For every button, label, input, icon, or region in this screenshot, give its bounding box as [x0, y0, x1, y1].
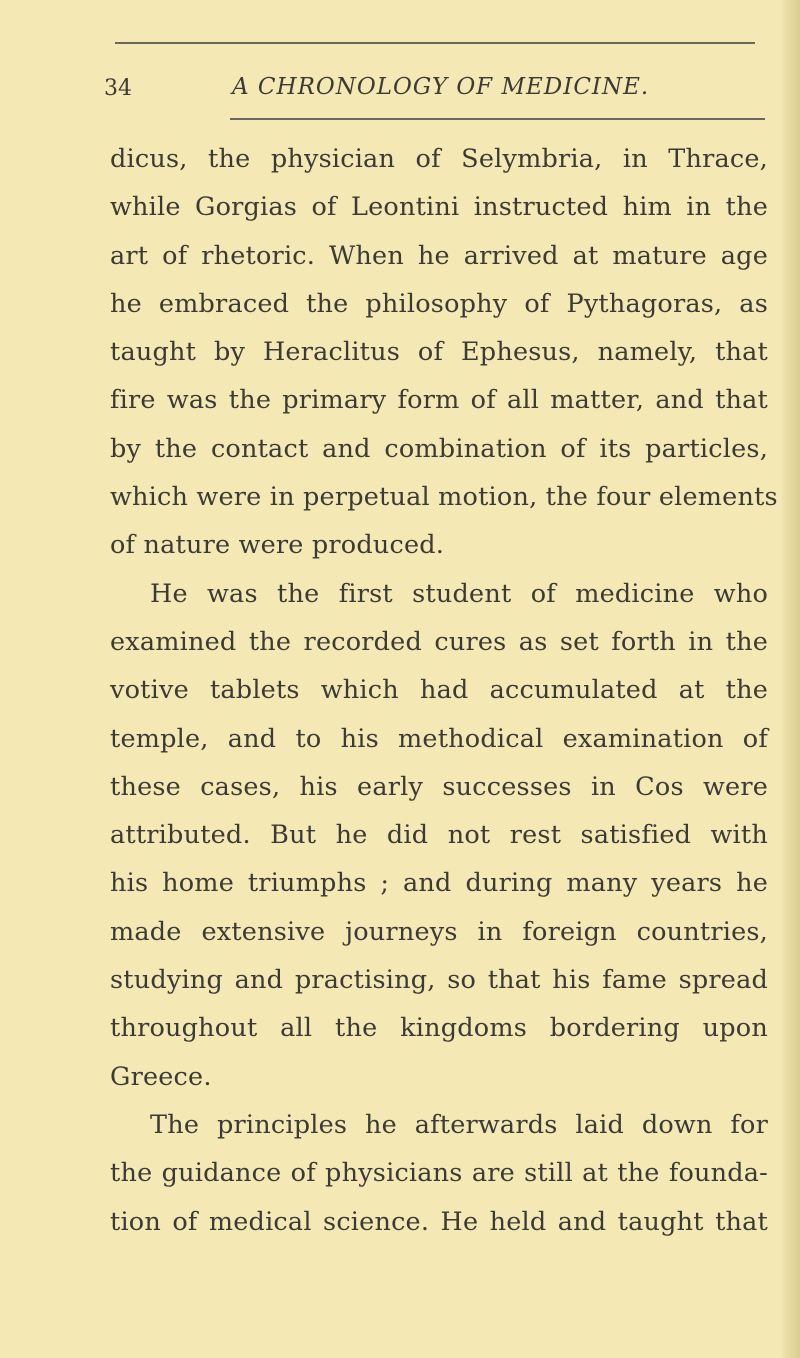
text-line: these cases, his early successes in Cos were	[110, 771, 768, 802]
text-line: the guidance of physicians are still at the founda-	[110, 1158, 768, 1189]
page-header	[104, 74, 664, 110]
header-rule-top	[115, 42, 755, 44]
text-line: art of rhetoric. When he arrived at mature age	[110, 240, 768, 271]
text-line: made extensive journeys in foreign countries,	[110, 916, 768, 947]
page-edge-shadow	[782, 0, 800, 1358]
text-line: temple, and to his methodical examination of	[110, 723, 768, 754]
text-line: by the contact and combination of its particles,	[110, 433, 768, 464]
text-line: fire was the primary form of all matter, and that	[110, 385, 768, 416]
text-line: The principles he afterwards laid down for	[150, 1109, 768, 1140]
text-line: Greece.	[110, 1061, 212, 1092]
text-line: studying and practising, so that his fame spread	[110, 965, 768, 996]
text-line: throughout all the kingdoms bordering upon	[110, 1013, 768, 1044]
text-line: his home triumphs ; and during many years he	[110, 868, 768, 899]
text-line: attributed. But he did not rest satisfied with	[110, 820, 768, 851]
text-line: while Gorgias of Leontini instructed him in the	[110, 192, 768, 223]
text-line: examined the recorded cures as set forth in the	[110, 626, 768, 657]
text-line: He was the first student of medicine who	[150, 578, 768, 609]
text-line: votive tablets which had accumulated at the	[110, 675, 768, 706]
text-line: of nature were produced.	[110, 530, 445, 561]
running-title: A CHRONOLOGY OF MEDICINE.	[232, 74, 650, 100]
text-line: which were in perpetual motion, the four elements	[110, 482, 778, 513]
text-line: he embraced the philosophy of Pythagoras, as	[110, 288, 768, 319]
text-line: tion of medical science. He held and taught that	[110, 1206, 768, 1237]
body-text	[110, 135, 778, 1246]
header-rule-bottom	[230, 118, 765, 120]
text-line: dicus, the physician of Selymbria, in Thrace,	[110, 144, 768, 174]
page-number: 34	[104, 76, 132, 101]
text-line: taught by Heraclitus of Ephesus, namely, that	[110, 337, 768, 368]
